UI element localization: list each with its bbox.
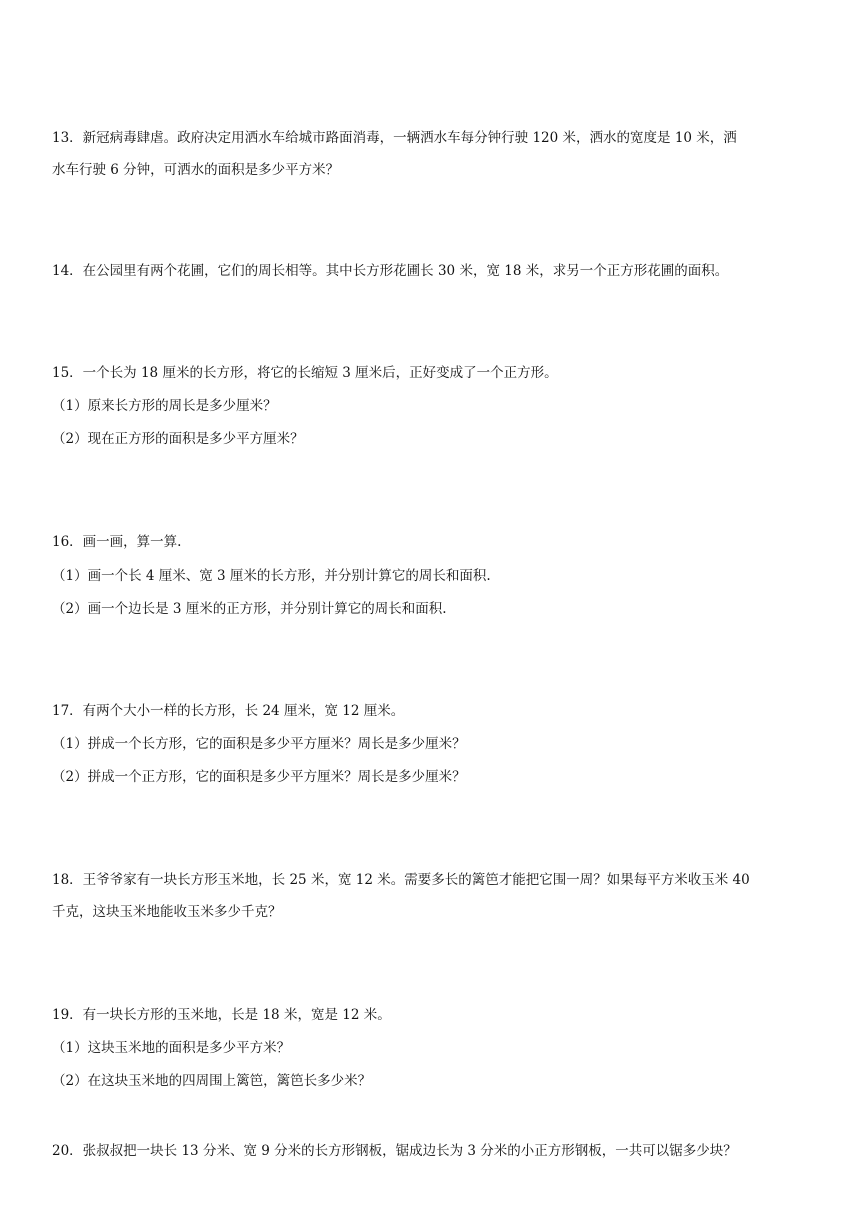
problem-19-part-1: （1）这块玉米地的面积是多少平方米？ (52, 1040, 291, 1056)
problem-19-stem: 19．有一块长方形的玉米地，长是 18 米，宽是 12 米。 (52, 1007, 391, 1023)
problem-17-part-2: （2）拼成一个正方形，它的面积是多少平方厘米？周长是多少厘米？ (52, 769, 466, 785)
problem-18-line-1: 18．王爷爷家有一块长方形玉米地，长 25 米，宽 12 米。需要多长的篱笆才能把它围一周？如果每平方米收玉米 40 (52, 872, 750, 888)
problem-20-line-1: 20．张叔叔把一块长 13 分米、宽 9 分米的长方形钢板，锯成边长为 3 分米的小正方形钢板，一共可以锯多少块？ (52, 1143, 737, 1159)
problem-18-line-2: 千克，这块玉米地能收玉米多少千克？ (52, 904, 282, 920)
problem-19-part-2: （2）在这块玉米地的四周围上篱笆，篱笆长多少米？ (52, 1073, 372, 1089)
problem-15-part-1: （1）原来长方形的周长是多少厘米？ (52, 398, 277, 414)
problem-15-stem: 15．一个长为 18 厘米的长方形，将它的长缩短 3 厘米后，正好变成了一个正方形。 (52, 365, 558, 381)
problem-13-line-2: 水车行驶 6 分钟，可洒水的面积是多少平方米？ (52, 162, 340, 178)
problem-17-stem: 17．有两个大小一样的长方形，长 24 厘米，宽 12 厘米。 (52, 703, 405, 719)
problem-13-line-1: 13．新冠病毒肆虐。政府决定用洒水车给城市路面消毒，一辆洒水车每分钟行驶 120 米，洒水的宽度是 10 米，洒 (52, 130, 737, 146)
problem-16-stem: 16．画一画，算一算. (52, 534, 182, 550)
problem-16-part-1: （1）画一个长 4 厘米、宽 3 厘米的长方形，并分别计算它的周长和面积. (52, 568, 491, 584)
problem-16-part-2: （2）画一个边长是 3 厘米的正方形，并分别计算它的周长和面积. (52, 601, 447, 617)
problem-15-part-2: （2）现在正方形的面积是多少平方厘米？ (52, 431, 304, 447)
problem-14-line-1: 14．在公园里有两个花圃，它们的周长相等。其中长方形花圃长 30 米，宽 18 米，求另一个正方形花圃的面积。 (52, 263, 729, 279)
problem-17-part-1: （1）拼成一个长方形，它的面积是多少平方厘米？周长是多少厘米？ (52, 736, 466, 752)
